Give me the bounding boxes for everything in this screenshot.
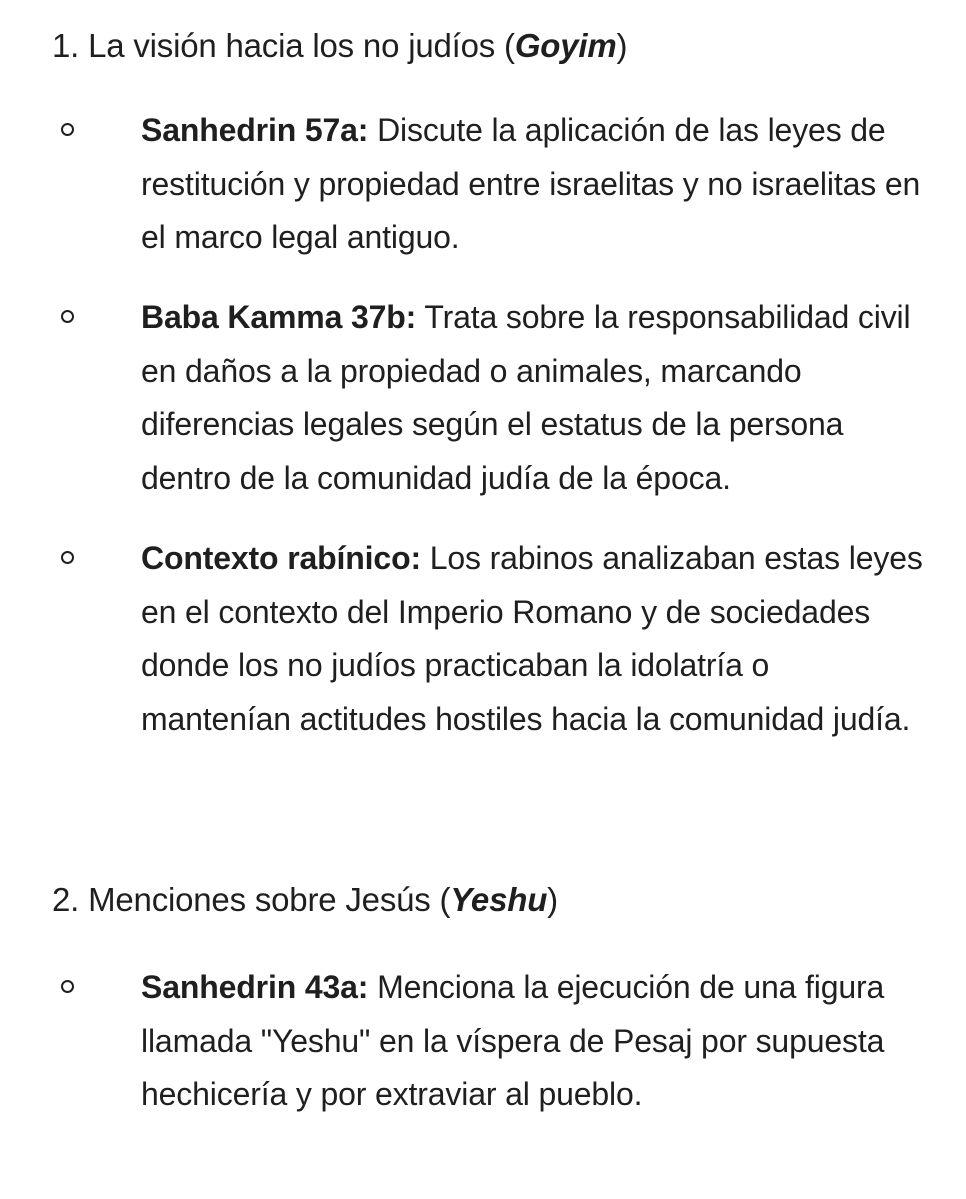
section-title-prefix: Menciones sobre Jesús ( xyxy=(88,881,451,918)
list-item xyxy=(0,961,966,1122)
hollow-circle-bullet-icon xyxy=(61,551,74,564)
section-list-goyim xyxy=(0,104,966,746)
section-list-yeshu xyxy=(0,961,966,1122)
section-title-suffix: ) xyxy=(547,881,558,918)
section-title-suffix: ) xyxy=(616,27,628,64)
item-text: Discute la aplicación de las leyes de restitución y propiedad entre israelitas y no israelitas en el marco legal antiguo. xyxy=(141,112,921,255)
item-text: Menciona la ejecución de una figura llamada "Yeshu" en la víspera de Pesaj por supuesta hechicería y por extraviar al pueblo. xyxy=(141,969,885,1112)
section-number: 2. xyxy=(52,881,80,918)
section-number: 1. xyxy=(52,27,80,64)
list-item xyxy=(0,291,966,505)
section-heading-yeshu xyxy=(52,878,558,922)
item-term: Sanhedrin 57a: xyxy=(141,112,369,148)
hollow-circle-bullet-icon xyxy=(61,310,74,323)
list-item xyxy=(0,532,966,746)
item-text: Los rabinos analizaban estas leyes en el contexto del Imperio Romano y de sociedades donde los no judíos practicaban la idolatría o mantenían actitudes hostiles hacia la comunidad judía. xyxy=(141,540,923,737)
list-item xyxy=(0,104,966,264)
section-title-emphasis: Goyim xyxy=(514,27,617,64)
item-term: Baba Kamma 37b: xyxy=(141,299,417,335)
hollow-circle-bullet-icon xyxy=(61,980,74,993)
section-title-prefix: La visión hacia los no judíos ( xyxy=(88,27,515,64)
item-term: Sanhedrin 43a: xyxy=(141,969,369,1005)
item-text: Trata sobre la responsabilidad civil en daños a la propiedad o animales, marcando diferencias legales según el estatus de la persona dentro de la comunidad judía de la época. xyxy=(141,299,911,496)
section-title-emphasis: Yeshu xyxy=(450,881,548,918)
hollow-circle-bullet-icon xyxy=(61,123,74,136)
section-heading-goyim xyxy=(52,24,627,68)
item-term: Contexto rabínico: xyxy=(141,540,421,576)
